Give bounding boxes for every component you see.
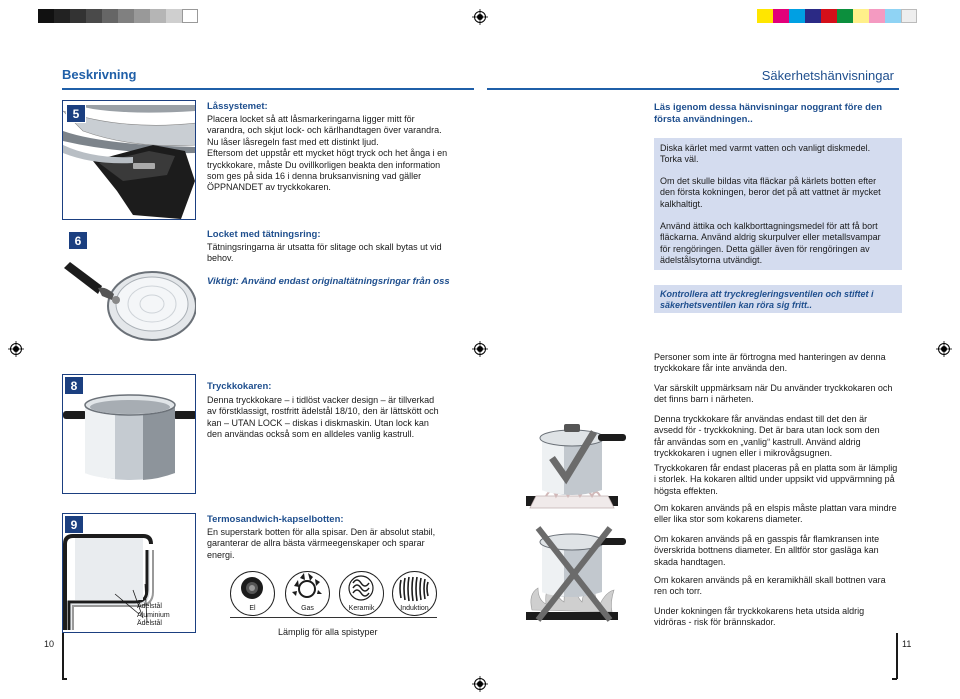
lock-system-text: Placera locket så att låsmarkeringarna ligger mitt för varandra, och skjut lock- och kärlhandtagen över varandra. Nu låser låsregeln fast med ett distinkt ljud. Eftersom det uppstår ett mycket högt tryck och het ånga i en tryckkokare, måste Du ovillkorligen beakta den information som ges på sida 16 i denna bruksanvisning vad gäller ÖPPNANDET av tryckkokaren.: [207, 114, 448, 193]
incorrect-stove-usage-image: [516, 524, 628, 630]
section-number-badge: 8: [64, 376, 84, 395]
safety-paragraph: Under kokningen får tryckkokarens heta utsida aldrig vidröras - risk för brännskador.: [654, 606, 865, 628]
layer-label: Ädelstål: [137, 620, 162, 627]
stove-label-el: El: [249, 605, 256, 612]
care-paragraph: Om det skulle bildas vita fläckar på kärlets botten efter den första kokningen, beror det på att vattnet är mycket kalkhaltigt.: [660, 176, 881, 209]
safety-paragraph: Denna tryckkokare får användas endast till det den är avsedd för - tryckkokning. Det är bara utan lock som den får användas som en „vanlig“ kastrull. Använd aldrig tryckkokaren i ugnen eller i mikrovågsugnen.: [654, 414, 880, 459]
capsule-bottom-text: En superstark botten för alla spisar. Den är absolut stabil, garanterar de allra bästa värmeegenskaper och sparar energi.: [207, 527, 436, 560]
safety-intro: Läs igenom dessa hänvisningar noggrant före den första användningen..: [654, 102, 883, 125]
page-border-line: [62, 678, 67, 680]
page-border-line: [896, 633, 898, 679]
safety-paragraph: Tryckkokaren får endast placeras på en platta som är lämplig i storlek. Ha kokaren alltid under uppsikt vid uppvärmning på högsta effekten.: [654, 463, 898, 496]
seal-important-note: Viktigt: Använd endast originaltätningsringar från oss: [207, 276, 450, 287]
lid-seal-heading: Locket med tätningsring:: [207, 229, 321, 240]
registration-mark-icon: [472, 341, 488, 357]
layer-label: Ädelstål: [137, 603, 162, 610]
registration-mark-icon: [472, 9, 488, 25]
safety-valve-box: [654, 285, 902, 313]
pressure-cooker-heading: Tryckkokaren:: [207, 381, 272, 392]
title-rule-right: [487, 88, 899, 90]
stove-label-gas: Gas: [301, 605, 314, 612]
safety-paragraph: Personer som inte är förtrogna med hanteringen av denna tryckkokare får inte använda den.: [654, 352, 886, 374]
stove-label-keramik: Keramik: [348, 605, 375, 612]
page-border-line: [892, 678, 897, 680]
lid-with-seal-image: [62, 228, 196, 348]
layer-label: Aluminium: [137, 611, 170, 619]
safety-care-box: [654, 138, 902, 270]
care-paragraph: Använd ättika och kalkborttagningsmedel för att få bort fläckarna. Använd aldrig skurpulver eller metallsvampar för rengöringen. Detta gäller även för rengöringen av ädelstålsytorna utvändigt.: [660, 221, 881, 266]
care-paragraph: Diska kärlet med varmt vatten och vanligt diskmedel. Torka väl.: [660, 143, 871, 165]
stove-label-induktion: Induktion: [400, 605, 429, 612]
lock-system-heading: Låssystemet:: [207, 101, 268, 112]
title-rule-left: [62, 88, 474, 90]
page-number-left: 10: [44, 639, 55, 649]
registration-mark-icon: [936, 341, 952, 357]
valve-check-text: Kontrollera att tryckregleringsventilen och stiftet i säkerhetsventilen kan röra sig fritt..: [660, 289, 874, 311]
capsule-bottom-image: [62, 513, 196, 633]
capsule-bottom-heading: Termosandwich-kapselbotten:: [207, 514, 344, 525]
stove-caption: Lämplig för alla spistyper: [278, 627, 378, 637]
page-number-right: 11: [902, 639, 912, 649]
registration-mark-icon: [8, 341, 24, 357]
correct-stove-usage-image: [516, 414, 628, 512]
section-number-badge: 5: [66, 104, 86, 123]
page-title-left: Beskrivning: [62, 67, 137, 82]
stove-rule: [230, 617, 437, 618]
lid-seal-text: Tätningsringarna är utsatta för slitage och skall bytas ut vid behov.: [207, 242, 442, 264]
section-number-badge: 6: [68, 231, 88, 250]
safety-paragraph: Om kokaren används på en gasspis får flamkransen inte överskrida bottnens diameter. En alltför stor gasläga kan skada handtagen.: [654, 534, 880, 567]
safety-paragraph: Om kokaren används på en elspis måste plattan vara mindre eller lika stor som kokarens diameter.: [654, 503, 897, 525]
capsule-layer-labels: [137, 603, 170, 629]
lock-system-image: [62, 100, 196, 220]
page-title-right: Säkerhetshänvisningar: [761, 68, 894, 83]
pressure-cooker-text: Denna tryckkokare – i tidlöst vacker design – är tillverkad av förstklassigt, rostfritt ädelstål 18/10, den är lättskött och kan – UTAN LOCK – diskas i diskmaskin. Utan lock kan den användas också som en alldeles vanlig kastrull.: [207, 395, 439, 440]
registration-mark-icon: [472, 676, 488, 692]
safety-paragraph: Om kokaren används på en keramikhäll skall bottnen vara ren och torr.: [654, 575, 886, 597]
page-border-line: [62, 633, 64, 679]
safety-paragraph: Var särskilt uppmärksam när Du använder tryckkokaren och det finns barn i närheten.: [654, 383, 893, 405]
pressure-cooker-pot-image: [62, 374, 196, 494]
section-number-badge: 9: [64, 515, 84, 534]
